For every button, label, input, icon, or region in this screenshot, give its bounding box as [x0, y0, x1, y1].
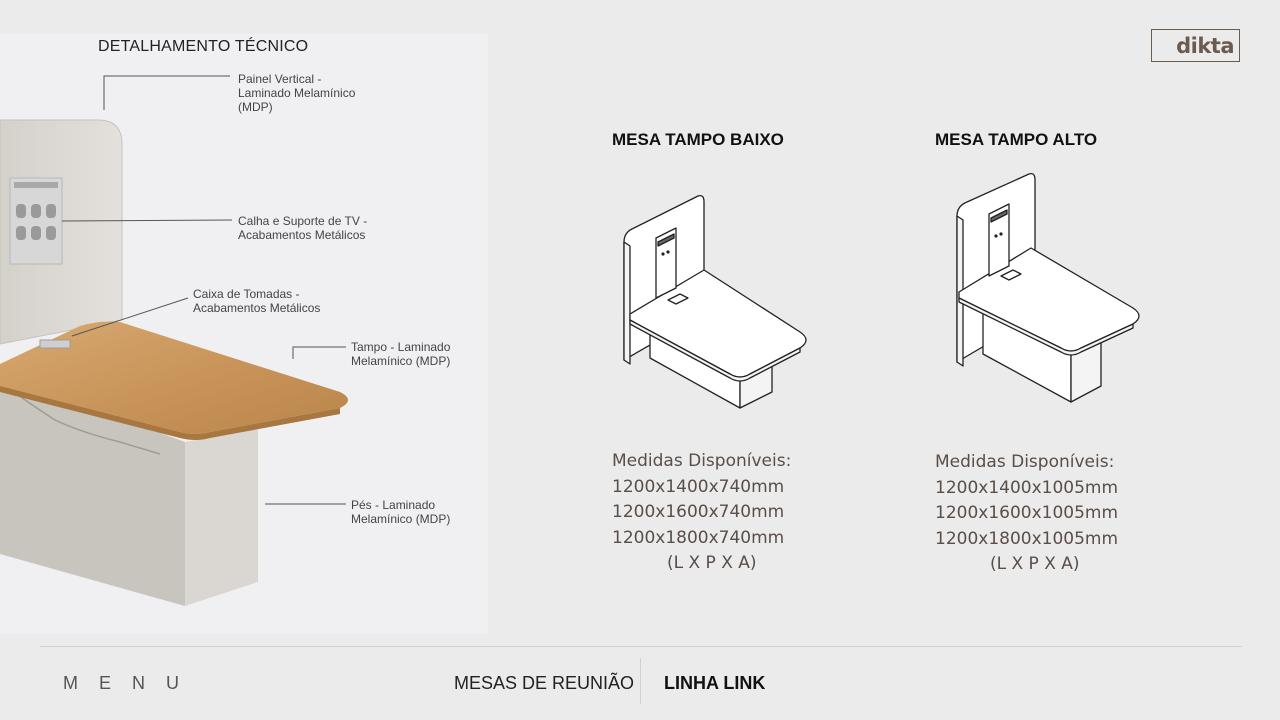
high-desk-drawing	[935, 168, 1155, 408]
size-option: 1200x1600x740mm	[612, 502, 785, 522]
product-title-low: MESA TAMPO BAIXO	[612, 130, 784, 149]
callout-legs: Pés - Laminado Melamínico (MDP)	[351, 498, 451, 526]
size-option: 1200x1800x740mm	[612, 527, 785, 548]
callout-tv-bracket: Calha e Suporte de TV - Acabamentos Metálicos	[238, 214, 368, 242]
low-desk-drawing	[600, 190, 820, 420]
measures-label: Medidas Disponíveis:	[612, 451, 792, 471]
nav-linha-link[interactable]: LINHA LINK	[664, 673, 766, 693]
product-title-high: MESA TAMPO ALTO	[935, 130, 1098, 149]
menu-link[interactable]: M E N U	[63, 673, 188, 693]
measures-block-low	[612, 449, 791, 577]
logo-text: dikta	[1176, 33, 1234, 58]
product-photo-panel	[0, 34, 488, 634]
dimensions-legend: (L X P X A)	[990, 554, 1080, 574]
measures-block-high	[935, 450, 1118, 578]
dikta-logo[interactable]	[1151, 29, 1240, 62]
dimensions-legend: (L X P X A)	[667, 553, 757, 573]
size-option: 1200x1600x1005mm	[935, 503, 1119, 523]
callout-vertical-panel: Painel Vertical - Laminado Melamínico (MDP)	[238, 72, 356, 114]
measures-label: Medidas Disponíveis:	[935, 452, 1115, 472]
callout-outlet-box: Caixa de Tomadas - Acabamentos Metálicos	[193, 287, 321, 315]
nav-separator	[640, 658, 641, 704]
desk-photo	[0, 34, 488, 634]
footer-divider	[40, 646, 1242, 647]
nav-mesas-de-reuniao[interactable]: MESAS DE REUNIÃO	[454, 673, 635, 693]
callout-tabletop: Tampo - Laminado Melamínico (MDP)	[351, 340, 451, 368]
size-option: 1200x1400x1005mm	[935, 477, 1119, 498]
section-title: DETALHAMENTO TÉCNICO	[98, 38, 309, 55]
size-option: 1200x1800x1005mm	[935, 528, 1119, 549]
size-option: 1200x1400x740mm	[612, 476, 785, 497]
